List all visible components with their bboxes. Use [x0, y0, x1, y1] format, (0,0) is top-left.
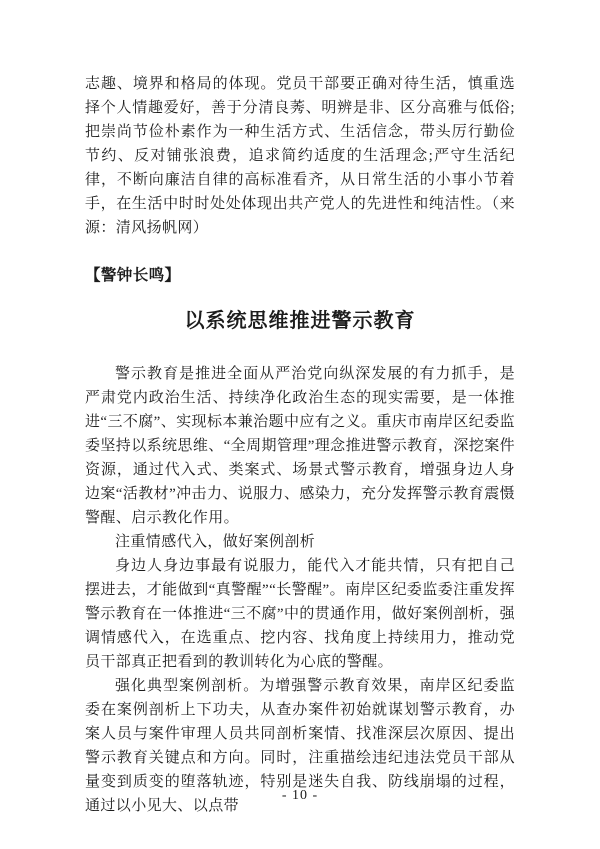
paragraph-intro: 警示教育是推进全面从严治党向纵深发展的有力抓手，是严肃党内政治生活、持续净化政治生态的现实需要，是一体推进“三不腐”、实现标本兼治题中应有之义。重庆市南岸区纪委监委坚持以系统思维、“全周期管理”理念推进警示教育，深挖案件资源，通过代入式、类案式、场景式警示教育，增强身边人身边案“活教材”冲击力、说服力、感染力，充分发挥警示教育震慑警醒、启示教化作用。 — [85, 366, 515, 526]
paragraph-continued: 志趣、境界和格局的体现。党员干部要正确对待生活，慎重选择个人情趣爱好，善于分清良莠、明辨是非、区分高雅与低俗;把崇尚节俭朴素作为一种生活方式、生活信念，带头厉行勤俭节约、反对铺张浪费，追求简约适度的生活理念;严守生活纪律，不断向廉洁自律的高标准看齐，从日常生活的小事小节着手，在生活中时时处处体现出共产党人的先进性和纯洁性。（来源：清风扬帆网） — [85, 76, 515, 236]
article-title: 以系统思维推进警示教育 — [184, 310, 416, 332]
paragraph-body: 强化典型案例剖析。为增强警示教育效果，南岸区纪委监委在案例剖析上下功夫，从查办案件初始就谋划警示教育，办案人员与案件审理人员共同剖析案情、找准深层次原因、提出警示教育关键点和方向。同时，注重描绘违纪违法党员干部从量变到质变的堕落轨迹，特别是迷失自我、防线崩塌的过程，通过以小见大、以点带 — [85, 678, 515, 814]
paragraph-subheading: 注重情感代入，做好案例剖析 — [115, 534, 316, 550]
page-number: - 10 - — [281, 788, 319, 803]
section-label: 【警钟长鸣】 — [85, 267, 181, 284]
paragraph-body: 身边人身边事最有说服力，能代入才能共情，只有把自己摆进去，才能做到“真警醒”“长警醒”。南岸区纪委监委注重发挥警示教育在一体推进“三不腐”中的贯通作用，做好案例剖析，强调情感代入，在选重点、挖内容、找角度上持续用力，推动党员干部真正把看到的教训转化为心底的警醒。 — [85, 558, 515, 670]
